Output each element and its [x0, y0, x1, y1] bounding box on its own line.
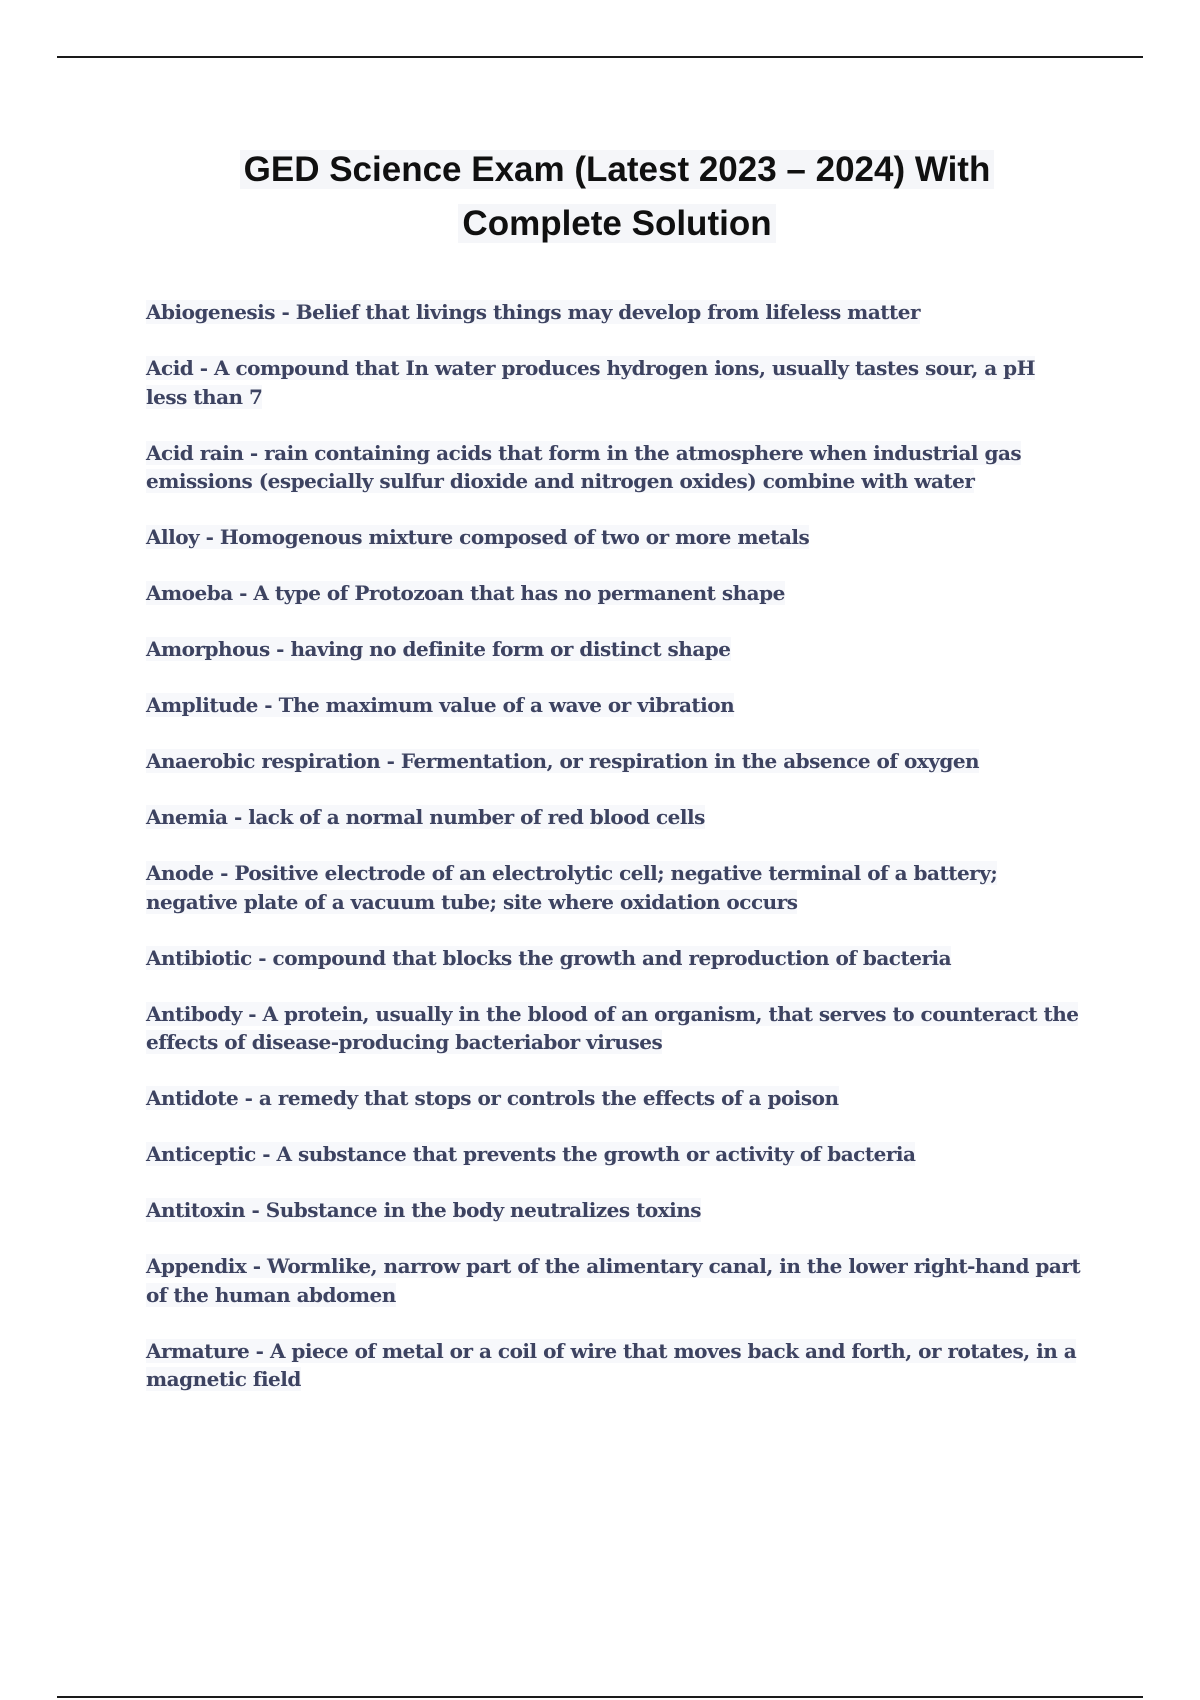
document-title-line-2: Complete Solution [458, 204, 775, 243]
glossary-entry-anemia: Anemia - lack of a normal number of red blood cells [146, 805, 705, 829]
glossary-list [146, 298, 1081, 1421]
glossary-entry-amorphous: Amorphous - having no definite form or distinct shape [146, 637, 731, 661]
top-rule [57, 56, 1143, 58]
document-title [150, 143, 1084, 251]
glossary-entry-anticeptic: Anticeptic - A substance that prevents the growth or activity of bacteria [146, 1142, 916, 1166]
glossary-entry-antibiotic: Antibiotic - compound that blocks the growth and reproduction of bacteria [146, 945, 952, 970]
glossary-entry-armature: Armature - A piece of metal or a coil of wire that moves back and forth, or rotates, in a magnetic field [146, 1338, 1077, 1391]
glossary-entry-anaerobic-respiration: Anaerobic respiration - Fermentation, or respiration in the absence of oxygen [146, 749, 980, 773]
bottom-rule [57, 1696, 1143, 1698]
document-title-line-1: GED Science Exam (Latest 2023 – 2024) With [240, 150, 995, 189]
glossary-entry-acid: Acid - A compound that In water produces hydrogen ions, usually tastes sour, a pH less than 7 [146, 356, 1036, 409]
glossary-entry-abiogenesis: Abiogenesis - Belief that livings things may develop from lifeless matter [146, 300, 921, 324]
glossary-entry-antitoxin: Antitoxin - Substance in the body neutralizes toxins [146, 1198, 701, 1222]
glossary-entry-alloy: Alloy - Homogenous mixture composed of two or more metals [146, 525, 810, 549]
glossary-entry-antidote: Antidote - a remedy that stops or controls the effects of a poison [146, 1086, 839, 1110]
glossary-entry-antibody: Antibody - A protein, usually in the blood of an organism, that serves to counteract the effects of disease-producing bacteriabor viruses [146, 1001, 1079, 1054]
glossary-entry-anode: Anode - Positive electrode of an electrolytic cell; negative terminal of a battery; negative plate of a vacuum tube; site where oxidation occurs [146, 861, 998, 914]
glossary-entry-appendix: Appendix - Wormlike, narrow part of the alimentary canal, in the lower right-hand part of the human abdomen [146, 1254, 1081, 1307]
glossary-entry-amoeba: Amoeba - A type of Protozoan that has no permanent shape [146, 581, 785, 605]
glossary-entry-acid-rain: Acid rain - rain containing acids that form in the atmosphere when industrial gas emissions (especially sulfur dioxide and nitrogen oxides) combine with water [146, 440, 1022, 493]
glossary-entry-amplitude: Amplitude - The maximum value of a wave or vibration [146, 693, 735, 717]
